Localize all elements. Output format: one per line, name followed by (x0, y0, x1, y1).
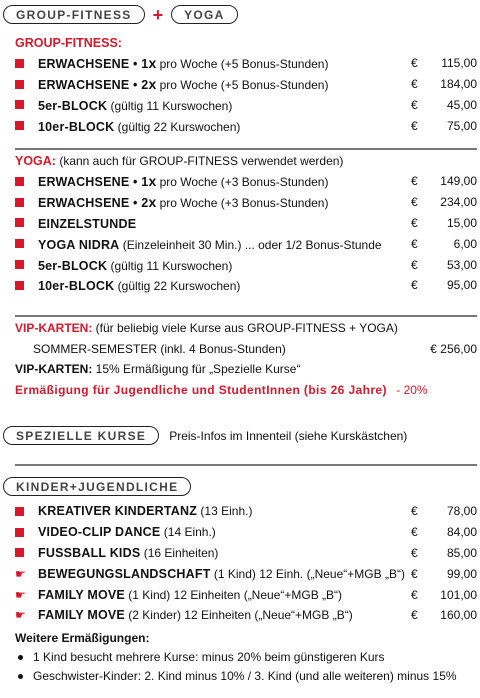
currency: € (411, 118, 418, 133)
dot-bullet-icon (18, 655, 23, 660)
dot-bullet-icon (18, 674, 23, 679)
red-square-bullet-icon (15, 548, 24, 557)
currency: € (411, 566, 418, 581)
item-detail: (1 Kind) 12 Einh. („Neue“+MGB „B“) (210, 566, 405, 581)
item-detail: (2 Kinder) 12 Einheiten („Neue“+MGB „B“) (124, 608, 353, 623)
item-name: 10er-BLOCK (38, 279, 115, 294)
yoga-section (15, 151, 477, 296)
header-pills (3, 5, 238, 24)
kinder-header (3, 477, 191, 496)
currency: € (411, 195, 418, 210)
currency: € (411, 504, 418, 519)
more-discounts-title: Weitere Ermäßigungen: (15, 630, 150, 645)
yoga-note: (kann auch für GROUP-FITNESS verwendet werden) (55, 154, 344, 168)
red-square-bullet-icon (15, 218, 24, 227)
price: 184,00 (440, 77, 477, 92)
spezielle-info: Preis-Infos im Innenteil (siehe Kurskästchen) (169, 428, 408, 443)
price: 149,00 (440, 174, 477, 189)
price: 95,00 (446, 278, 477, 293)
item-detail: (16 Einheiten) (140, 545, 219, 560)
price: 75,00 (446, 118, 477, 133)
item-name: YOGA NIDRA (38, 237, 120, 252)
price: 15,00 (446, 215, 477, 230)
vip-semester: SOMMER-SEMESTER (inkl. 4 Bonus-Stunden) (33, 341, 286, 356)
item-detail: (14 Einh.) (160, 525, 216, 540)
red-square-bullet-icon (15, 80, 24, 89)
item-name: ERWACHSENE • 1 (38, 175, 149, 190)
vip-note-2: 15% Ermäßigung für „Spezielle Kurse“ (92, 362, 301, 377)
price-row (15, 115, 477, 136)
item-detail: (13 Einh.) (197, 504, 253, 519)
item-name: 5er-BLOCK (38, 258, 108, 273)
item-detail: (gültig 22 Kurswochen) (114, 119, 241, 134)
item-name: BEWEGUNGSLANDSCHAFT (38, 566, 211, 581)
kinder-list (15, 501, 477, 626)
price: 160,00 (440, 608, 477, 623)
price-row (15, 95, 477, 116)
price-row (15, 192, 477, 213)
red-square-bullet-icon (15, 260, 24, 269)
price-row (15, 233, 477, 254)
currency: € (411, 97, 418, 112)
price: 84,00 (446, 525, 477, 540)
yoga-title: YOGA: (15, 154, 56, 168)
red-square-bullet-icon (15, 177, 24, 186)
more-discounts-list (15, 648, 477, 686)
price-row (15, 563, 477, 584)
item-times: x (148, 55, 157, 72)
discount-text: Geschwister-Kinder: 2. Kind minus 10% / 3. Kind (und alle weiteren) minus 15% (33, 669, 457, 684)
yoga-pill: YOGA (171, 5, 238, 24)
pointing-hand-icon: ☛ (15, 608, 26, 623)
currency: € (411, 587, 418, 602)
price-row (15, 584, 477, 605)
price-row (15, 275, 477, 296)
group-fitness-section (15, 33, 477, 136)
price: 6,00 (453, 236, 477, 251)
currency: € (411, 525, 418, 540)
item-detail: pro Woche (+5 Bonus-Stunden) (156, 57, 329, 72)
plus-sign: + (152, 4, 164, 25)
price: 115,00 (441, 56, 477, 71)
vip-note: (für beliebig viele Kurse aus GROUP-FITNESS + YOGA) (92, 321, 398, 335)
price-row (15, 213, 477, 234)
item-detail: (gültig 22 Kurswochen) (114, 279, 241, 294)
vip-semester-price: € 256,00 (430, 341, 477, 356)
spezielle-kurse-pill: SPEZIELLE KURSE (3, 426, 159, 445)
divider (15, 148, 477, 150)
red-square-bullet-icon (15, 121, 24, 130)
red-square-bullet-icon (15, 528, 24, 537)
item-name: 10er-BLOCK (38, 119, 115, 134)
item-times: x (148, 173, 157, 190)
kinder-section (15, 501, 477, 686)
kinder-jugendliche-pill: KINDER+JUGENDLICHE (3, 477, 191, 496)
list-item (15, 667, 477, 686)
item-name: ERWACHSENE • 2 (38, 196, 149, 211)
price-row (15, 171, 477, 192)
price-row (15, 605, 477, 626)
group-fitness-title: GROUP-FITNESS: (15, 36, 122, 50)
item-name: VIDEO-CLIP DANCE (38, 525, 161, 540)
discount-text: 1 Kind besucht mehrere Kurse: minus 20% beim günstigeren Kurs (33, 650, 385, 665)
price: 53,00 (446, 257, 477, 272)
currency: € (411, 56, 418, 71)
spezielle-row (3, 426, 407, 445)
divider (15, 464, 477, 466)
item-name: KREATIVER KINDERTANZ (38, 504, 198, 519)
group-fitness-pill: GROUP-FITNESS (3, 5, 145, 24)
item-name: EINZELSTUNDE (38, 216, 137, 231)
item-detail: (1 Kind) 12 Einheiten („Neue“+MGB „B“) (124, 587, 343, 602)
group-fitness-list (15, 53, 477, 136)
item-name: ERWACHSENE • 2 (38, 78, 149, 93)
youth-discount-value: - 20% (396, 382, 428, 397)
red-square-bullet-icon (15, 100, 24, 109)
item-name: 5er-BLOCK (38, 98, 108, 113)
price: 45,00 (446, 97, 477, 112)
item-name: FAMILY MOVE (38, 608, 125, 623)
yoga-list (15, 171, 477, 296)
price-row (15, 522, 477, 543)
red-square-bullet-icon (15, 239, 24, 248)
price: 78,00 (446, 504, 477, 519)
item-times: x (148, 76, 157, 93)
price-row (15, 254, 477, 275)
price-row (15, 74, 477, 95)
item-name: FUSSBALL KIDS (38, 545, 141, 560)
currency: € (411, 77, 418, 92)
pointing-hand-icon: ☛ (15, 587, 26, 602)
price-row (15, 53, 477, 74)
vip-section (15, 318, 477, 400)
item-name: ERWACHSENE • 1 (38, 57, 149, 72)
currency: € (411, 278, 418, 293)
price-row (15, 543, 477, 564)
currency: € (411, 236, 418, 251)
red-square-bullet-icon (15, 59, 24, 68)
price: 234,00 (440, 195, 477, 210)
red-square-bullet-icon (15, 281, 24, 290)
item-detail: pro Woche (+3 Bonus-Stunden) (156, 175, 329, 190)
list-item (15, 648, 477, 667)
price: 99,00 (446, 566, 477, 581)
price: 101,00 (440, 587, 477, 602)
red-square-bullet-icon (15, 198, 24, 207)
item-name: FAMILY MOVE (38, 587, 125, 602)
divider (15, 315, 477, 317)
currency: € (411, 174, 418, 189)
youth-discount: Ermäßigung für Jugendliche und StudentInnen (bis 26 Jahre) (15, 382, 387, 397)
red-square-bullet-icon (15, 507, 24, 516)
item-detail: pro Woche (+5 Bonus-Stunden) (156, 78, 329, 93)
currency: € (411, 215, 418, 230)
item-detail: (Einzeleinheit 30 Min.) ... oder 1/2 Bonus-Stunde (119, 237, 382, 252)
pointing-hand-icon: ☛ (15, 566, 26, 581)
item-detail: (gültig 11 Kurswochen) (107, 98, 233, 113)
item-times: x (148, 194, 157, 211)
price-row (15, 501, 477, 522)
vip-title-2: VIP-KARTEN: (15, 362, 93, 377)
currency: € (411, 545, 418, 560)
currency: € (411, 257, 418, 272)
item-detail: pro Woche (+3 Bonus-Stunden) (156, 196, 329, 211)
price: 85,00 (446, 545, 477, 560)
currency: € (411, 608, 418, 623)
vip-title: VIP-KARTEN: (15, 321, 93, 335)
item-detail: (gültig 11 Kurswochen) (107, 258, 233, 273)
